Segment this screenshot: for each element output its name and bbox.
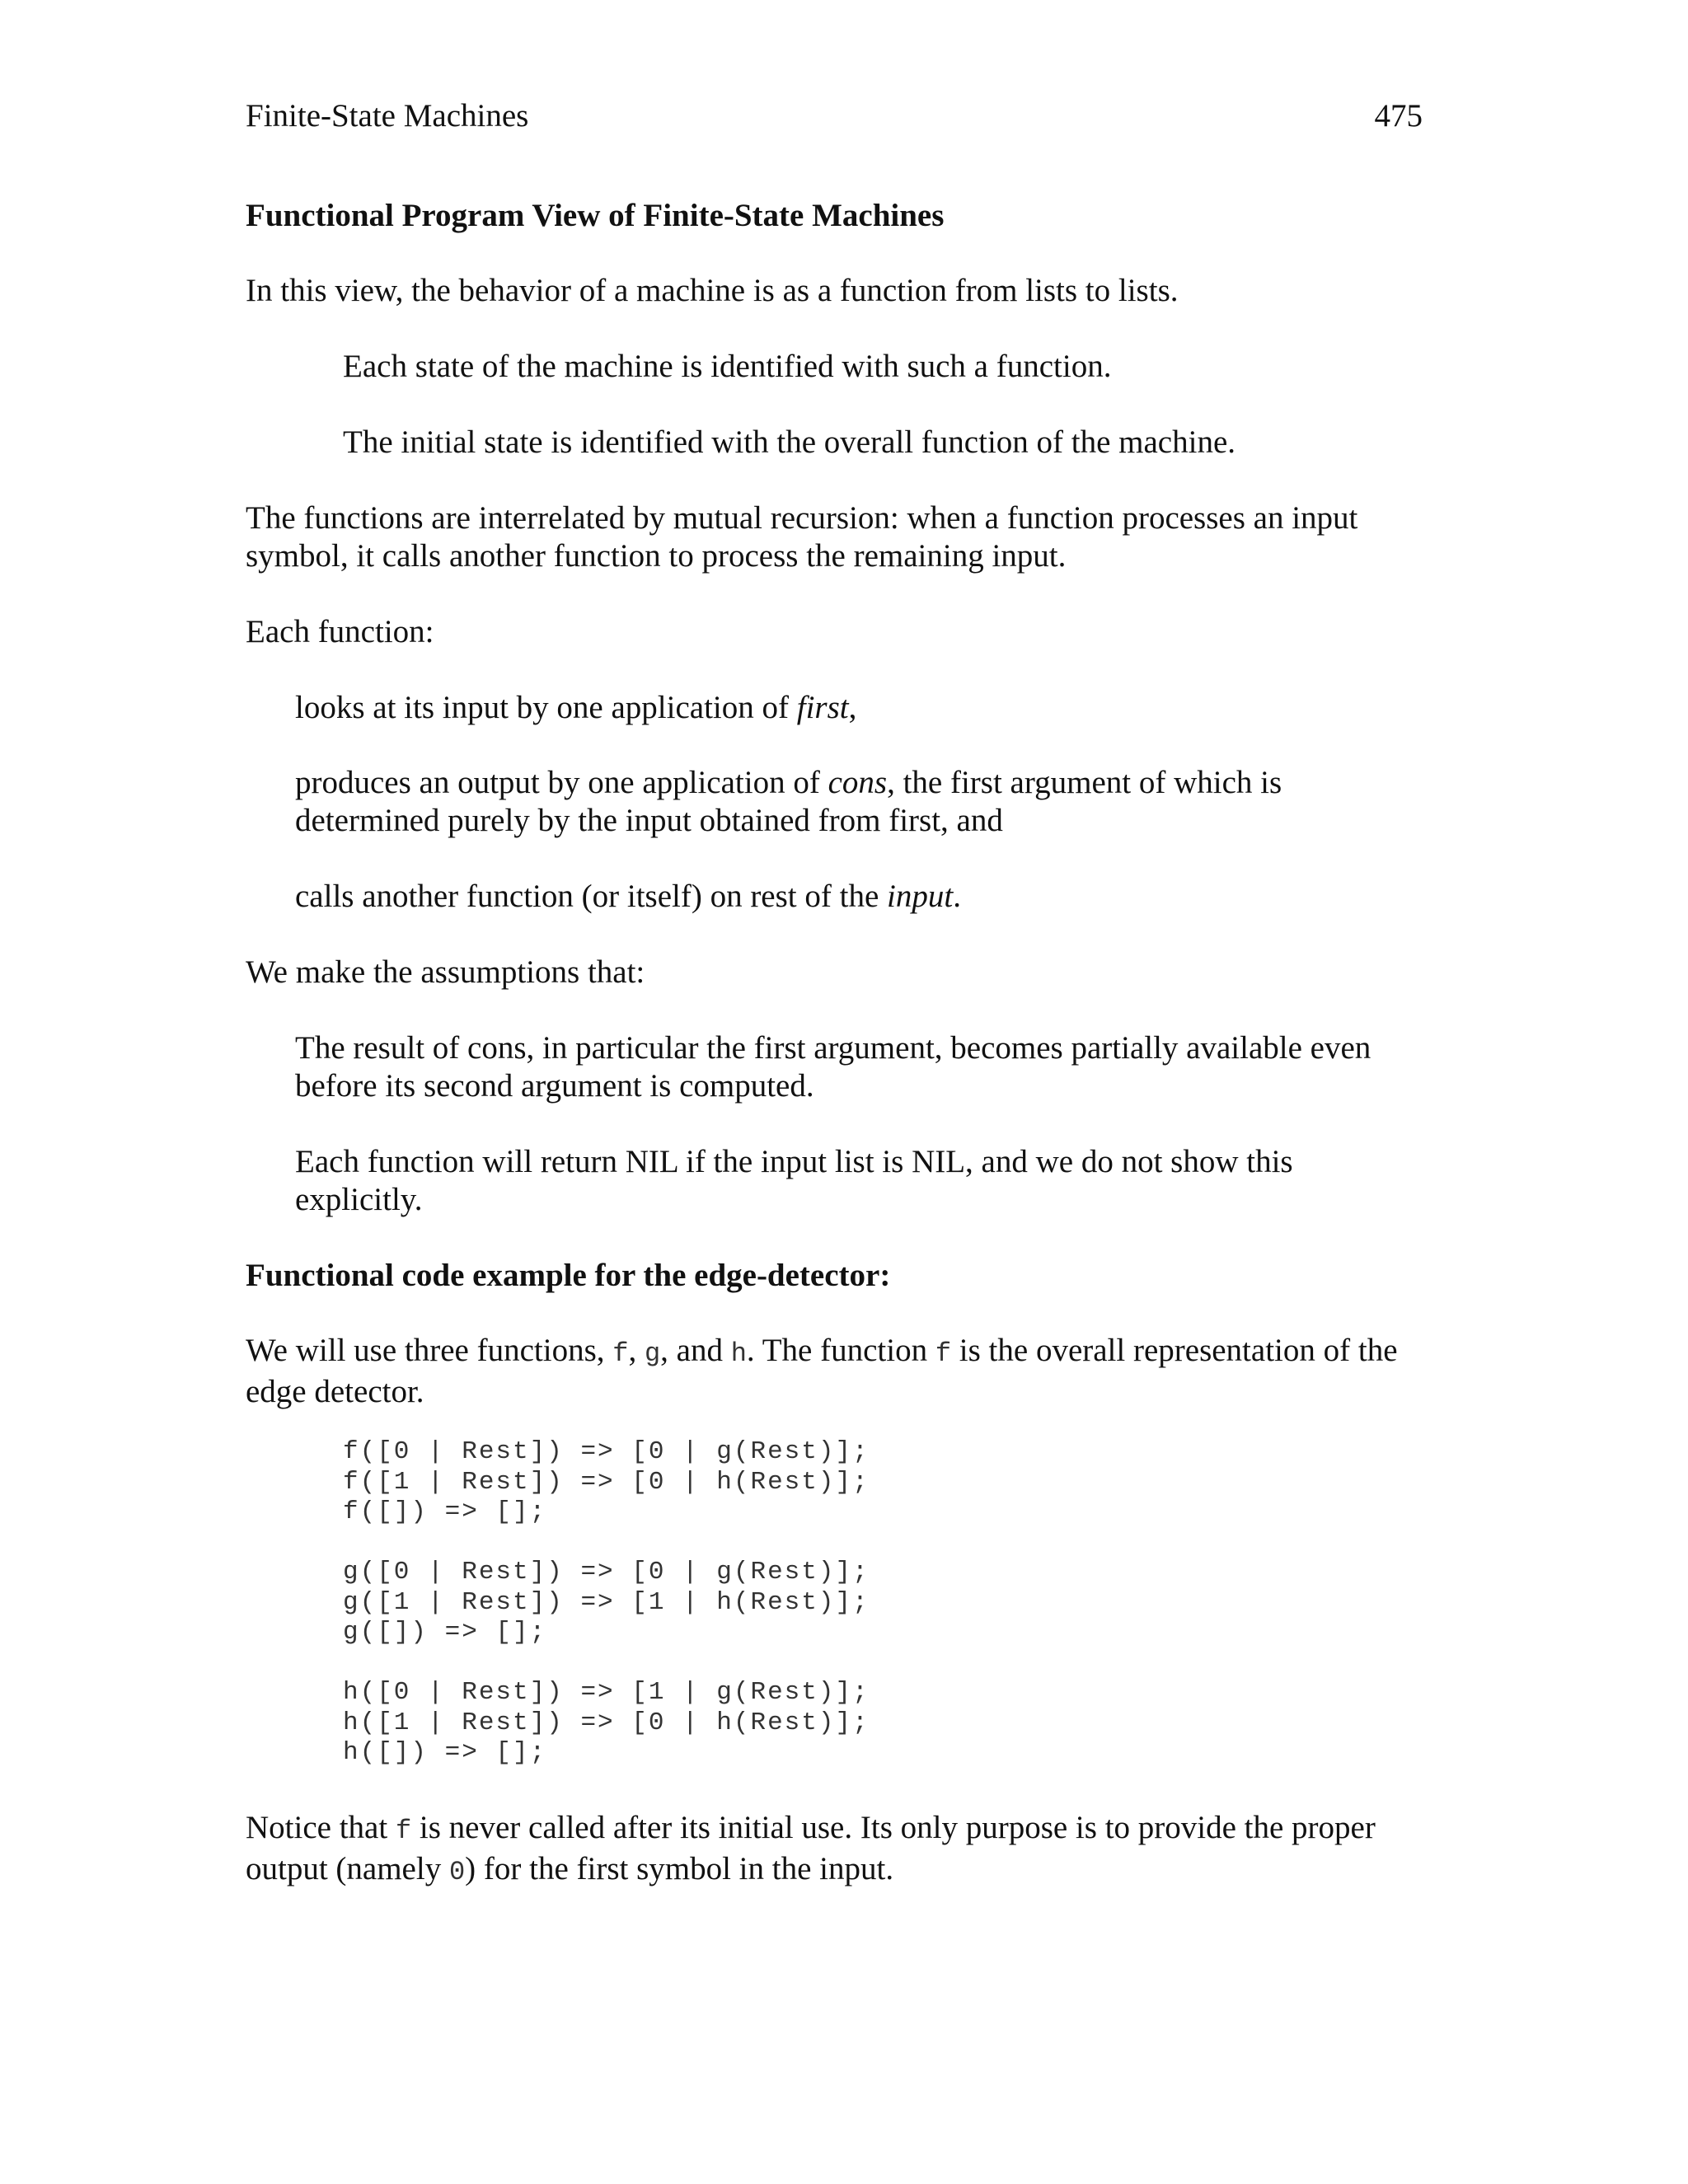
assumption-nil-return: Each function will return NIL if the input list is NIL, and we do not show this explicitly. xyxy=(295,1144,1293,1217)
inline-code-zero: 0 xyxy=(448,1857,466,1887)
document-page xyxy=(246,0,1423,2184)
function-property-cons xyxy=(295,764,1423,840)
running-header xyxy=(246,96,1423,137)
inline-code-f: f xyxy=(935,1338,952,1369)
text-segment: Notice that xyxy=(246,1810,396,1845)
text-segment: ) for the first symbol in the input. xyxy=(465,1851,894,1886)
assumptions-intro: We make the assumptions that: xyxy=(246,954,645,990)
inline-code-g: g xyxy=(644,1338,661,1369)
inline-code-f: f xyxy=(395,1816,412,1846)
inline-code-f: f xyxy=(612,1338,629,1369)
code-block-h: h([0 | Rest]) => [1 | g(Rest)]; h([1 | Rest]) => [0 | h(Rest)]; h([]) => []; xyxy=(343,1678,870,1767)
text-segment: , the first argument of which is determined purely by the input obtained from first, and xyxy=(295,765,1282,838)
three-functions-paragraph xyxy=(246,1332,1423,1411)
text-segment: calls another function (or itself) on rest of the xyxy=(295,879,888,914)
intro-paragraph: In this view, the behavior of a machine is as a function from lists to lists. xyxy=(246,273,1179,308)
emphasis-first: first xyxy=(796,690,849,725)
text-segment: , and xyxy=(660,1333,731,1368)
text-segment: , xyxy=(848,690,857,725)
indented-point-initial-state: The initial state is identified with the overall function of the machine. xyxy=(343,424,1236,460)
text-segment: . The function xyxy=(746,1333,935,1368)
function-property-rest xyxy=(295,878,1423,916)
text-segment: . xyxy=(953,879,961,914)
text-segment: looks at its input by one application of xyxy=(295,690,797,725)
page-number: 475 xyxy=(1374,98,1423,134)
text-segment: , xyxy=(628,1333,645,1368)
inline-code-h: h xyxy=(730,1338,747,1369)
running-title: Finite-State Machines xyxy=(246,98,529,134)
text-segment: produces an output by one application of xyxy=(295,765,828,800)
indented-point-state: Each state of the machine is identified with such a function. xyxy=(343,349,1112,384)
each-function-label: Each function: xyxy=(246,614,434,649)
code-block-f: f([0 | Rest]) => [0 | g(Rest)]; f([1 | Rest]) => [0 | h(Rest)]; f([]) => []; xyxy=(343,1437,870,1526)
assumption-cons-result: The result of cons, in particular the first argument, becomes partially available even before its second argument is computed. xyxy=(295,1030,1372,1104)
section-heading-functional-view: Functional Program View of Finite-State Machines xyxy=(246,198,945,233)
text-segment: We will use three functions, xyxy=(246,1333,613,1368)
text-segment: is the overall representation of the edge detector. xyxy=(246,1333,1398,1409)
function-property-first xyxy=(295,689,1423,727)
section-heading-code-example: Functional code example for the edge-detector: xyxy=(246,1258,891,1293)
text-segment: is never called after its initial use. Its only purpose is to provide the proper output (namely xyxy=(246,1810,1376,1886)
notice-paragraph xyxy=(246,1809,1423,1891)
recursion-paragraph: The functions are interrelated by mutual recursion: when a function processes an input symbol, it calls another function to process the remaining input. xyxy=(246,500,1358,574)
emphasis-input: input xyxy=(887,879,954,914)
code-block-g: g([0 | Rest]) => [0 | g(Rest)]; g([1 | Rest]) => [1 | h(Rest)]; g([]) => []; xyxy=(343,1558,870,1647)
emphasis-cons: cons xyxy=(828,765,888,800)
